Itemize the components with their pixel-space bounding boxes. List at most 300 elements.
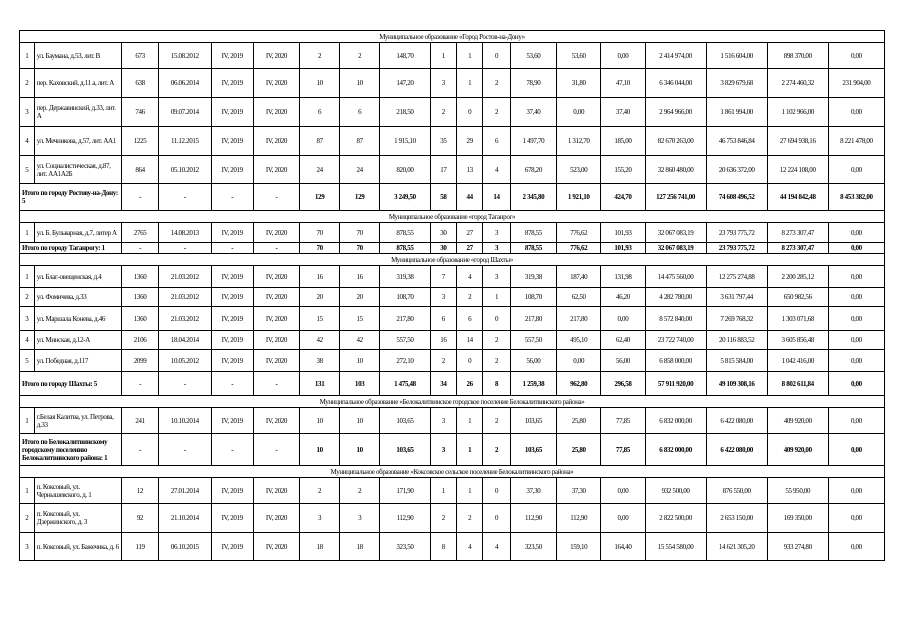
total-cell: - (159, 184, 212, 211)
table-cell: 112,90 (380, 504, 431, 533)
table-cell: 1 861 994,00 (706, 98, 767, 127)
table-cell: 31,80 (557, 69, 601, 98)
total-row (20, 434, 885, 466)
table-cell: IV, 2019 (211, 307, 253, 331)
table-cell: 37,30 (510, 478, 556, 504)
table-cell: 2 (483, 331, 510, 350)
table-cell: 27 694 938,16 (767, 127, 828, 156)
table-cell: IV, 2020 (253, 156, 299, 184)
table-cell: 650 982,56 (767, 288, 828, 307)
table-cell: 678,20 (510, 156, 556, 184)
table-cell: 8 572 840,00 (645, 307, 706, 331)
table-cell: 16 (300, 266, 340, 288)
total-cell: 0,00 (828, 372, 884, 396)
total-cell: 70 (300, 243, 340, 254)
total-cell: - (253, 243, 299, 254)
total-cell: 10 (300, 434, 340, 466)
table-cell: 4 282 780,00 (645, 288, 706, 307)
table-cell: 2 (300, 43, 340, 69)
table-cell: 20 (300, 288, 340, 307)
table-cell: 6 (483, 127, 510, 156)
table-cell: 56,00 (601, 350, 645, 372)
table-cell: 103,65 (380, 408, 431, 434)
table-cell: 30 (430, 223, 456, 243)
total-cell: 8 802 611,84 (767, 372, 828, 396)
table-cell: IV, 2020 (253, 98, 299, 127)
table-cell: 1 (457, 408, 483, 434)
table-row (20, 533, 885, 561)
table-row (20, 408, 885, 434)
total-cell: 101,93 (601, 243, 645, 254)
table-cell: 3 (430, 69, 456, 98)
table-cell: 0 (483, 478, 510, 504)
table-cell: 8 221 478,00 (828, 127, 884, 156)
table-cell: 878,55 (380, 223, 431, 243)
address-cell: пер. Державинский, д.33, лит. А (34, 98, 121, 127)
table-cell: 217,80 (380, 307, 431, 331)
table-cell: 523,00 (557, 156, 601, 184)
table-cell: 12 (122, 478, 159, 504)
table-cell: 20 (340, 288, 380, 307)
table-cell: 1 (20, 266, 35, 288)
table-cell: 77,85 (601, 408, 645, 434)
table-cell: 14 (457, 331, 483, 350)
table-cell: 6 (457, 307, 483, 331)
table-cell: 53,60 (557, 43, 601, 69)
total-cell: 3 (483, 243, 510, 254)
table-cell: 25,80 (557, 408, 601, 434)
total-cell: 0,00 (828, 434, 884, 466)
table-cell: 5 (20, 156, 35, 184)
table-cell: 0,00 (601, 43, 645, 69)
address-cell: ул. Фомичева, д.33 (34, 288, 121, 307)
table-cell: 6 422 080,00 (706, 408, 767, 434)
table-cell: 2 (300, 478, 340, 504)
table-cell: 2 (20, 504, 35, 533)
table-cell: 37,30 (557, 478, 601, 504)
table-cell: 6 (430, 307, 456, 331)
table-cell: 5 (20, 350, 35, 372)
table-row (20, 43, 885, 69)
table-cell: 6 858 000,00 (645, 350, 706, 372)
total-cell: 424,70 (601, 184, 645, 211)
table-cell: 42 (300, 331, 340, 350)
table-cell: 16 (340, 266, 380, 288)
table-cell: 0 (483, 307, 510, 331)
section-title: Муниципальное образование «Белокалитвинское городское поселение Белокалитвинского района» (20, 396, 885, 408)
table-cell: 1 (20, 478, 35, 504)
housing-table-sheet (19, 30, 885, 561)
table-cell: 18 (300, 533, 340, 561)
table-cell: 32 860 480,00 (645, 156, 706, 184)
table-cell: 1 (457, 43, 483, 69)
total-cell: 44 (457, 184, 483, 211)
table-cell: 10 (340, 350, 380, 372)
table-cell: 78,90 (510, 69, 556, 98)
table-cell: 14.08.2013 (159, 223, 212, 243)
table-cell: 42 (340, 331, 380, 350)
table-cell: 0,00 (828, 223, 884, 243)
table-cell: 10 (340, 69, 380, 98)
table-cell: 1 (430, 43, 456, 69)
total-cell: - (211, 243, 253, 254)
table-cell: 0,00 (828, 98, 884, 127)
section-title: Муниципальное образование «город Шахты» (20, 254, 885, 266)
table-cell: 3 (430, 288, 456, 307)
table-cell: 3 (483, 266, 510, 288)
total-cell: 8 (483, 372, 510, 396)
table-cell: 746 (122, 98, 159, 127)
table-cell: 8 273 307,47 (767, 223, 828, 243)
table-cell: 108,70 (510, 288, 556, 307)
table-cell: 878,55 (510, 223, 556, 243)
total-cell: 74 608 496,52 (706, 184, 767, 211)
table-cell: 0,00 (601, 307, 645, 331)
table-cell: 2106 (122, 331, 159, 350)
table-cell: 92 (122, 504, 159, 533)
table-cell: 241 (122, 408, 159, 434)
table-cell: 37,40 (510, 98, 556, 127)
table-cell: 933 274,80 (767, 533, 828, 561)
section-header (20, 466, 885, 478)
table-cell: 557,50 (510, 331, 556, 350)
table-cell: 23 793 775,72 (706, 223, 767, 243)
table-cell: 0 (457, 98, 483, 127)
table-cell: IV, 2020 (253, 307, 299, 331)
table-cell: 11.12.2015 (159, 127, 212, 156)
table-cell: IV, 2019 (211, 504, 253, 533)
table-cell: 2 (430, 504, 456, 533)
total-cell: - (159, 372, 212, 396)
total-cell: 3 (430, 434, 456, 466)
table-cell: 0,00 (828, 331, 884, 350)
address-cell: ул. Благ-овещенская, д.4 (34, 266, 121, 288)
table-cell: 5 815 584,00 (706, 350, 767, 372)
total-cell: 34 (430, 372, 456, 396)
table-cell: 3 (483, 223, 510, 243)
table-cell: 46,20 (601, 288, 645, 307)
table-cell: 171,90 (380, 478, 431, 504)
total-cell: - (211, 372, 253, 396)
table-cell: 24 (340, 156, 380, 184)
table-cell: 3 (430, 408, 456, 434)
table-cell: 2 (483, 98, 510, 127)
table-cell: 323,50 (380, 533, 431, 561)
table-cell: 155,20 (601, 156, 645, 184)
table-cell: 4 (483, 156, 510, 184)
table-cell: IV, 2020 (253, 288, 299, 307)
table-cell: 10.05.2012 (159, 350, 212, 372)
table-cell: 21.03.2012 (159, 307, 212, 331)
address-cell: п. Коксовый, ул. Бажечика, д. 6 (34, 533, 121, 561)
section-header (20, 396, 885, 408)
table-cell: 185,00 (601, 127, 645, 156)
total-cell: 57 911 920,00 (645, 372, 706, 396)
section-header (20, 31, 885, 43)
section-title: Муниципальное образование «Город Ростов-на-Дону» (20, 31, 885, 43)
total-cell: 6 422 080,00 (706, 434, 767, 466)
table-cell: 187,40 (557, 266, 601, 288)
table-cell: 38 (300, 350, 340, 372)
table-cell: 3 (20, 307, 35, 331)
address-cell: г.Белая Калитва, ул. Петрова, д.33 (34, 408, 121, 434)
table-cell: IV, 2019 (211, 156, 253, 184)
table-cell: 8 (430, 533, 456, 561)
table-cell: 776,62 (557, 223, 601, 243)
table-cell: 1 (457, 478, 483, 504)
table-cell: 7 269 768,32 (706, 307, 767, 331)
table-cell: 10 (300, 69, 340, 98)
table-cell: 32 067 083,19 (645, 223, 706, 243)
total-cell: 14 (483, 184, 510, 211)
total-cell: 962,80 (557, 372, 601, 396)
address-cell: п. Коксовый, ул. Дзержинского, д. 3 (34, 504, 121, 533)
table-cell: IV, 2020 (253, 533, 299, 561)
table-cell: 638 (122, 69, 159, 98)
total-cell: 32 067 083,19 (645, 243, 706, 254)
table-cell: 101,93 (601, 223, 645, 243)
table-cell: 218,50 (380, 98, 431, 127)
table-cell: 0,00 (828, 266, 884, 288)
table-cell: 1360 (122, 288, 159, 307)
table-cell: 16 (430, 331, 456, 350)
total-cell: 127 256 741,00 (645, 184, 706, 211)
table-cell: 3 631 797,44 (706, 288, 767, 307)
table-cell: 0,00 (828, 478, 884, 504)
table-row (20, 331, 885, 350)
total-cell: 27 (457, 243, 483, 254)
table-row (20, 288, 885, 307)
table-row (20, 307, 885, 331)
table-cell: 21.03.2012 (159, 288, 212, 307)
total-label: Итого по городу Шахты: 5 (20, 372, 122, 396)
table-cell: IV, 2019 (211, 43, 253, 69)
table-cell: 159,10 (557, 533, 601, 561)
table-cell: 557,50 (380, 331, 431, 350)
total-cell: - (122, 243, 159, 254)
table-cell: 46 753 846,84 (706, 127, 767, 156)
table-cell: 15.08.2012 (159, 43, 212, 69)
table-cell: 1 516 604,00 (706, 43, 767, 69)
total-cell: 58 (430, 184, 456, 211)
table-cell: 70 (300, 223, 340, 243)
table-cell: IV, 2020 (253, 478, 299, 504)
section-header (20, 211, 885, 223)
table-cell: 47,10 (601, 69, 645, 98)
address-cell: ул. Социалистическая, д.87, лит. АА1А2Б (34, 156, 121, 184)
table-row (20, 98, 885, 127)
total-cell: - (122, 434, 159, 466)
table-cell: 3 (20, 533, 35, 561)
total-cell: 129 (300, 184, 340, 211)
table-cell: 2 (483, 69, 510, 98)
total-cell: 776,62 (557, 243, 601, 254)
table-cell: 0,00 (828, 533, 884, 561)
table-cell: 2 200 285,12 (767, 266, 828, 288)
table-cell: IV, 2020 (253, 69, 299, 98)
table-cell: 3 605 856,48 (767, 331, 828, 350)
table-cell: 6 346 044,00 (645, 69, 706, 98)
total-cell: 129 (340, 184, 380, 211)
table-cell: 112,90 (557, 504, 601, 533)
address-cell: пер. Каховский, д.11 а, лит. А (34, 69, 121, 98)
table-cell: 2 822 500,00 (645, 504, 706, 533)
address-cell: ул. Баумана, д.53, лит. В (34, 43, 121, 69)
total-cell: 1 921,10 (557, 184, 601, 211)
table-cell: 2 (457, 504, 483, 533)
table-cell: IV, 2019 (211, 533, 253, 561)
table-cell: 0,00 (557, 98, 601, 127)
table-cell: 20 636 372,00 (706, 156, 767, 184)
table-cell: 108,70 (380, 288, 431, 307)
table-cell: 09.07.2014 (159, 98, 212, 127)
table-cell: 2 274 460,32 (767, 69, 828, 98)
table-row (20, 127, 885, 156)
address-cell: ул. Маршала Конева, д.46 (34, 307, 121, 331)
table-cell: 2 (430, 98, 456, 127)
table-cell: 56,00 (510, 350, 556, 372)
table-cell: 876 550,00 (706, 478, 767, 504)
total-cell: 30 (430, 243, 456, 254)
address-cell: ул. Победная, д.117 (34, 350, 121, 372)
table-cell: 1 (20, 223, 35, 243)
table-cell: 4 (457, 533, 483, 561)
total-label: Итого по городу Ростову-на-Дону: 5 (20, 184, 122, 211)
total-cell: - (122, 184, 159, 211)
table-cell: 62,40 (601, 331, 645, 350)
total-cell: 49 109 308,16 (706, 372, 767, 396)
table-cell: 62,50 (557, 288, 601, 307)
table-cell: 0,00 (601, 504, 645, 533)
table-cell: 15 554 580,00 (645, 533, 706, 561)
table-cell: 319,38 (510, 266, 556, 288)
table-cell: 2 (20, 288, 35, 307)
table-cell: 70 (340, 223, 380, 243)
table-cell: IV, 2020 (253, 504, 299, 533)
table-cell: IV, 2019 (211, 266, 253, 288)
table-cell: 06.06.2014 (159, 69, 212, 98)
table-cell: 103,65 (510, 408, 556, 434)
total-cell: 8 273 307,47 (767, 243, 828, 254)
resettlement-table (19, 30, 885, 561)
table-cell: 2 414 974,00 (645, 43, 706, 69)
table-cell: 13 (457, 156, 483, 184)
total-cell: - (253, 372, 299, 396)
table-cell: IV, 2019 (211, 350, 253, 372)
total-row (20, 372, 885, 396)
table-cell: 0,00 (828, 307, 884, 331)
table-cell: 0,00 (828, 408, 884, 434)
table-cell: 2765 (122, 223, 159, 243)
table-cell: 112,90 (510, 504, 556, 533)
table-cell: 2 (20, 69, 35, 98)
table-cell: 17 (430, 156, 456, 184)
total-cell: 44 194 842,48 (767, 184, 828, 211)
total-cell: 103,65 (380, 434, 431, 466)
table-cell: 1 102 966,00 (767, 98, 828, 127)
table-cell: 27.01.2014 (159, 478, 212, 504)
table-cell: IV, 2020 (253, 127, 299, 156)
table-cell: 0 (483, 43, 510, 69)
table-cell: 4 (483, 533, 510, 561)
table-cell: 0 (457, 350, 483, 372)
total-cell: 2 (483, 434, 510, 466)
table-cell: 1225 (122, 127, 159, 156)
table-cell: IV, 2020 (253, 331, 299, 350)
table-cell: IV, 2019 (211, 331, 253, 350)
total-cell: 77,85 (601, 434, 645, 466)
table-cell: 55 950,00 (767, 478, 828, 504)
total-cell: 6 832 000,00 (645, 434, 706, 466)
table-cell: 1 (20, 43, 35, 69)
table-cell: 0,00 (828, 504, 884, 533)
table-cell: 4 (20, 127, 35, 156)
table-cell: 3 829 679,68 (706, 69, 767, 98)
total-cell: - (253, 434, 299, 466)
table-cell: IV, 2019 (211, 408, 253, 434)
table-cell: 2 964 966,00 (645, 98, 706, 127)
table-cell: 10 (340, 408, 380, 434)
table-cell: 12 224 108,00 (767, 156, 828, 184)
table-cell: 409 920,00 (767, 408, 828, 434)
table-cell: 119 (122, 533, 159, 561)
table-row (20, 69, 885, 98)
table-cell: IV, 2020 (253, 408, 299, 434)
table-cell: 217,80 (510, 307, 556, 331)
table-cell: 87 (300, 127, 340, 156)
address-cell: ул. Мечникова, д.57, лит. АА1 (34, 127, 121, 156)
table-cell: 14 621 305,20 (706, 533, 767, 561)
table-cell: 2 (340, 43, 380, 69)
table-cell: 1 (457, 69, 483, 98)
table-cell: IV, 2020 (253, 43, 299, 69)
table-cell: 673 (122, 43, 159, 69)
table-cell: 82 670 263,00 (645, 127, 706, 156)
section-title: Муниципальное образование «город Таганрог» (20, 211, 885, 223)
table-cell: 898 370,00 (767, 43, 828, 69)
table-cell: 2 (457, 288, 483, 307)
total-cell: 26 (457, 372, 483, 396)
table-cell: IV, 2019 (211, 98, 253, 127)
table-cell: IV, 2020 (253, 266, 299, 288)
table-cell: 37,40 (601, 98, 645, 127)
table-cell: 2 (483, 408, 510, 434)
table-cell: 24 (300, 156, 340, 184)
table-cell: 21.10.2014 (159, 504, 212, 533)
table-cell: 820,00 (380, 156, 431, 184)
table-cell: 2099 (122, 350, 159, 372)
table-cell: 3 (340, 504, 380, 533)
table-cell: IV, 2019 (211, 288, 253, 307)
total-cell: 296,58 (601, 372, 645, 396)
table-cell: IV, 2019 (211, 127, 253, 156)
table-cell: 1 915,10 (380, 127, 431, 156)
table-cell: 319,38 (380, 266, 431, 288)
table-cell: 1 497,70 (510, 127, 556, 156)
table-cell: 10.10.2014 (159, 408, 212, 434)
total-cell: - (122, 372, 159, 396)
total-cell: - (211, 184, 253, 211)
table-cell: 2 (430, 350, 456, 372)
table-cell: 147,20 (380, 69, 431, 98)
table-row (20, 223, 885, 243)
total-cell: - (159, 434, 212, 466)
total-cell: 10 (340, 434, 380, 466)
table-cell: 23 722 740,00 (645, 331, 706, 350)
table-cell: 164,40 (601, 533, 645, 561)
table-cell: 35 (430, 127, 456, 156)
total-cell: 1 (457, 434, 483, 466)
